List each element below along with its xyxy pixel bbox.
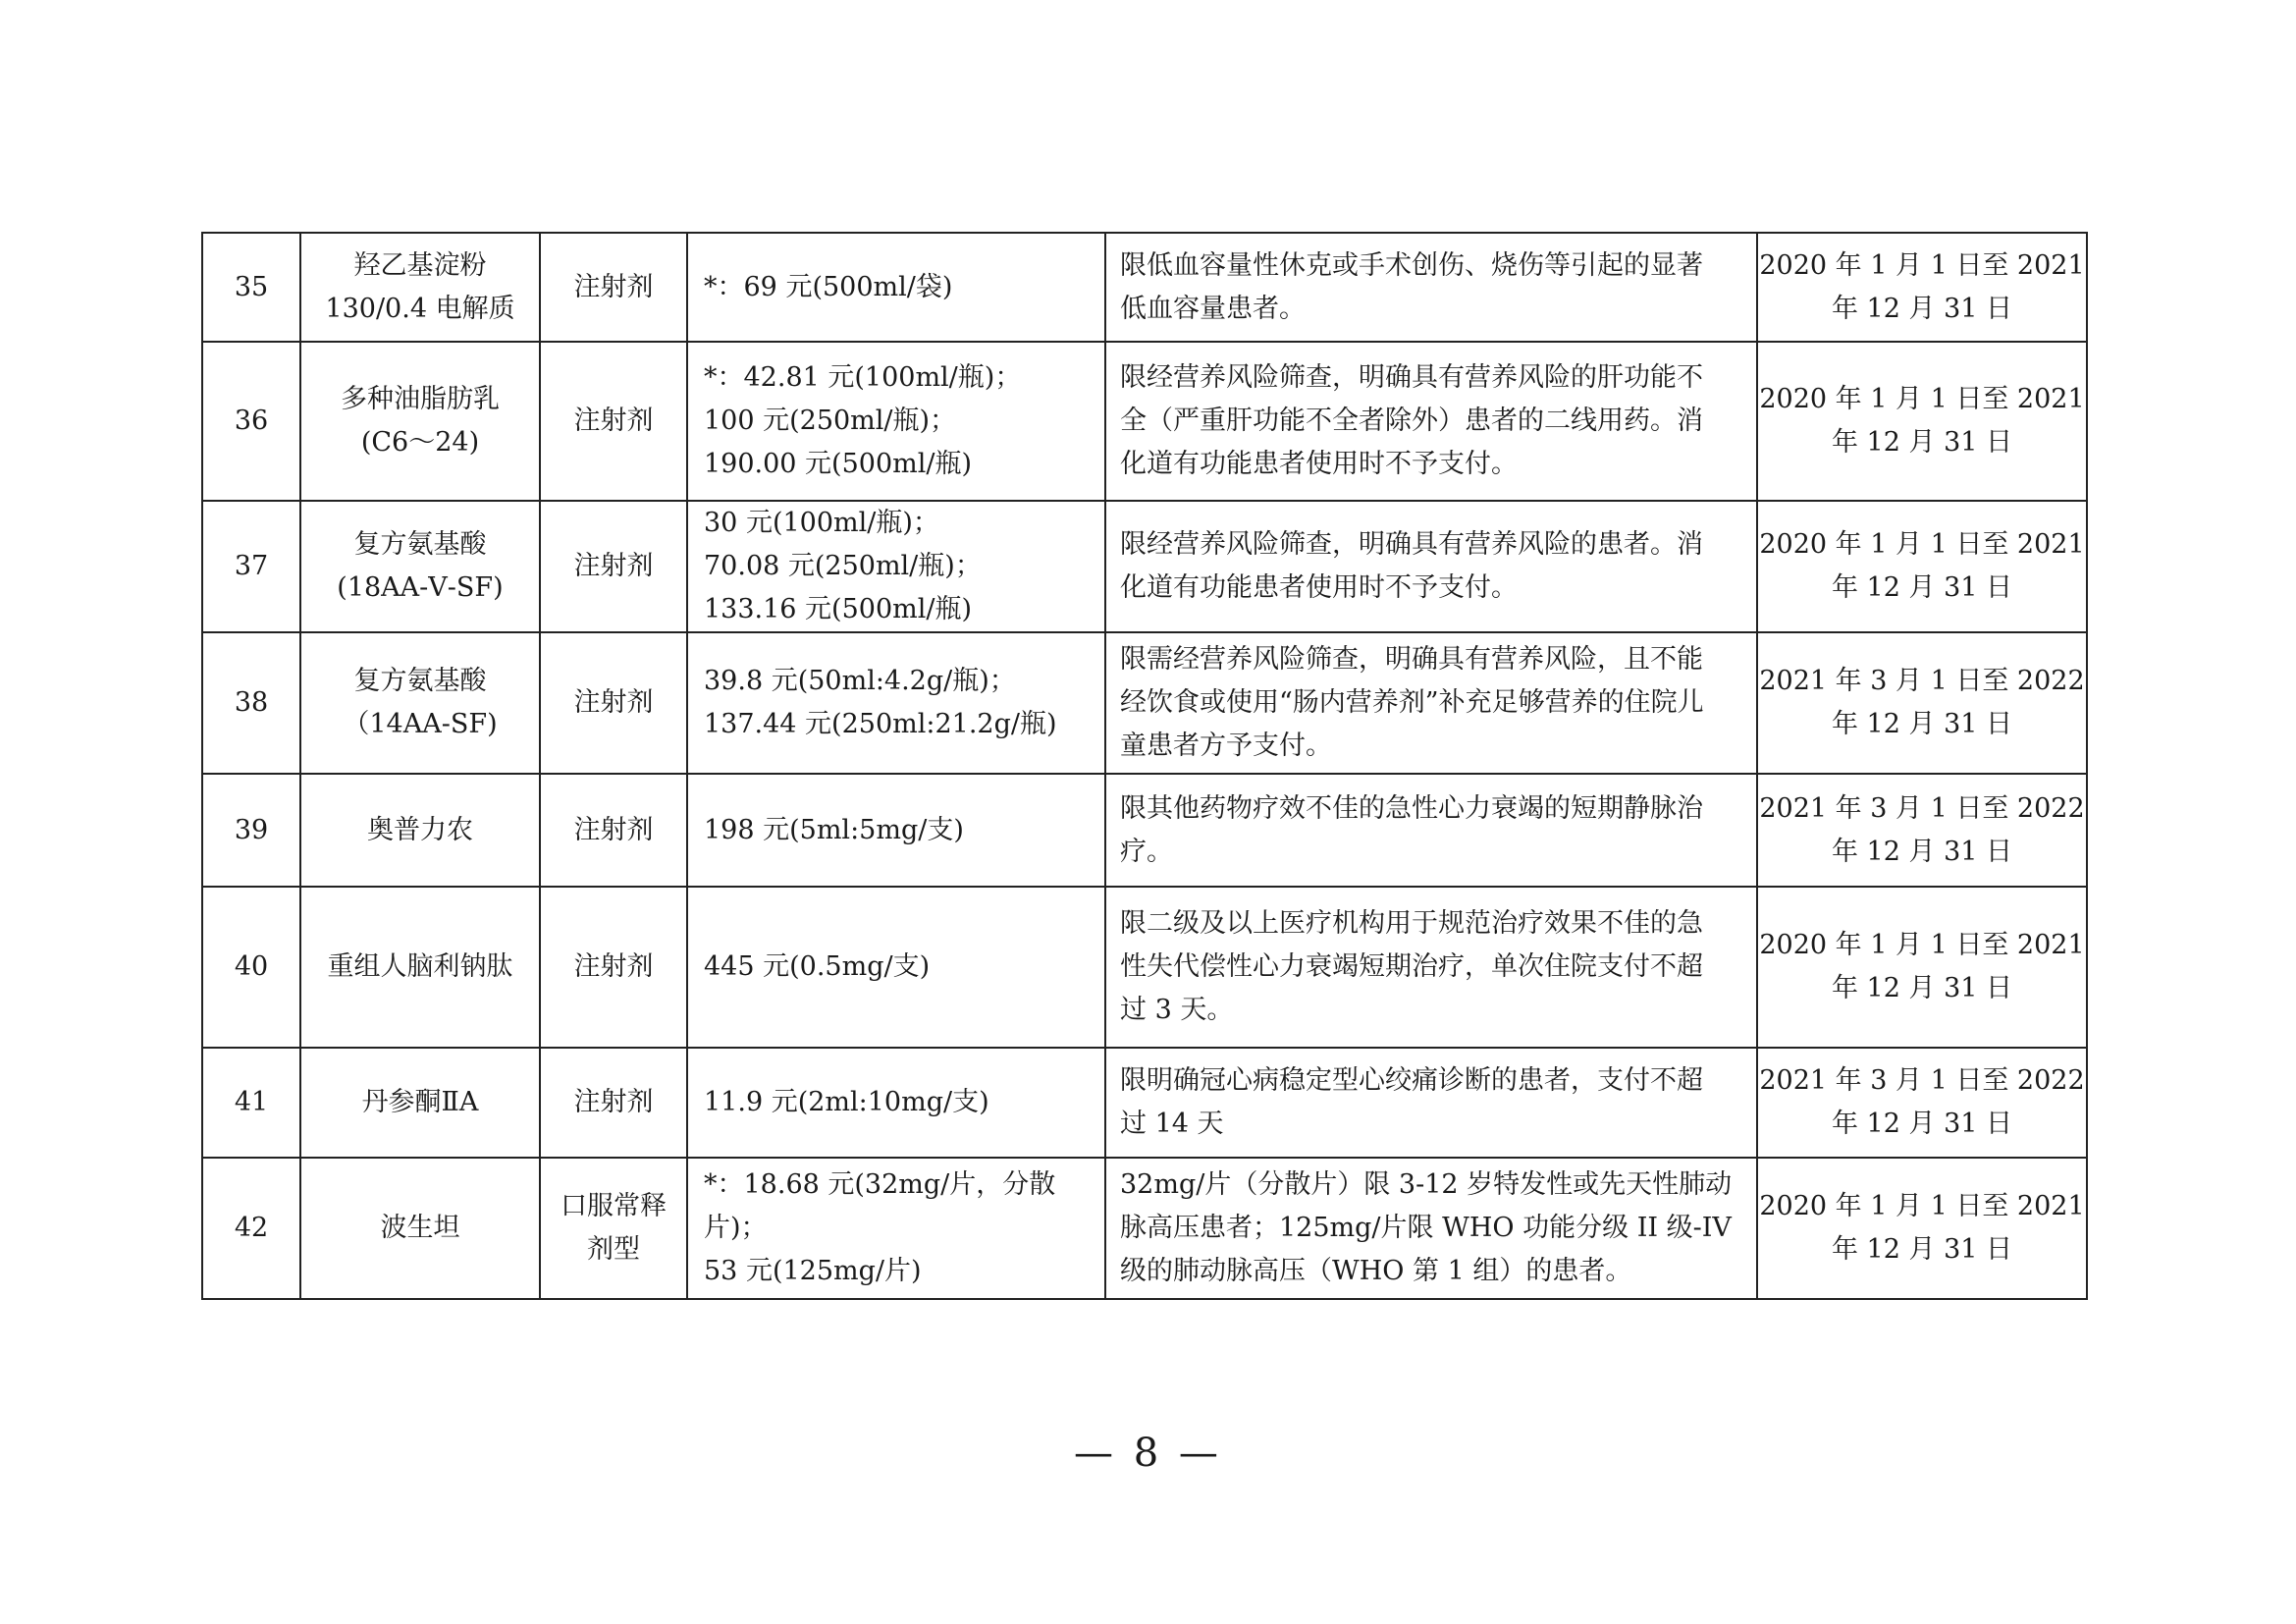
- price-spec: *：18.68 元(32mg/片，分散片)； 53 元(125mg/片): [687, 1158, 1105, 1299]
- payment-limit: 限其他药物疗效不佳的急性心力衰竭的短期静脉治 疗。: [1105, 774, 1757, 887]
- validity-period: 2021 年 3 月 1 日至 2022 年 12 月 31 日: [1757, 1048, 2087, 1158]
- table-row: [202, 233, 2087, 342]
- drug-name: 重组人脑利钠肽: [300, 887, 540, 1048]
- dosage-form: 口服常释 剂型: [540, 1158, 687, 1299]
- row-number: 41: [202, 1048, 300, 1158]
- drug-name: 羟乙基淀粉 130/0.4 电解质: [300, 233, 540, 342]
- dosage-form: 注射剂: [540, 774, 687, 887]
- payment-limit: 限低血容量性休克或手术创伤、烧伤等引起的显著 低血容量患者。: [1105, 233, 1757, 342]
- table-row: [202, 774, 2087, 887]
- payment-limit: 限二级及以上医疗机构用于规范治疗效果不佳的急 性失代偿性心力衰竭短期治疗，单次住院支付不超 过 3 天。: [1105, 887, 1757, 1048]
- drug-table: [201, 232, 2088, 1300]
- price-spec: 30 元(100ml/瓶)； 70.08 元(250ml/瓶)； 133.16 元(500ml/瓶): [687, 501, 1105, 632]
- row-number: 40: [202, 887, 300, 1048]
- table-row: [202, 1158, 2087, 1299]
- validity-period: 2020 年 1 月 1 日至 2021 年 12 月 31 日: [1757, 233, 2087, 342]
- validity-period: 2020 年 1 月 1 日至 2021 年 12 月 31 日: [1757, 1158, 2087, 1299]
- drug-name: 复方氨基酸 (18AA-Ⅴ-SF): [300, 501, 540, 632]
- drug-name: 波生坦: [300, 1158, 540, 1299]
- price-spec: *：69 元(500ml/袋): [687, 233, 1105, 342]
- payment-limit: 32mg/片（分散片）限 3-12 岁特发性或先天性肺动 脉高压患者；125mg/片限 WHO 功能分级 II 级-IV 级的肺动脉高压（WHO 第 1 组）的患者。: [1105, 1158, 1757, 1299]
- row-number: 39: [202, 774, 300, 887]
- validity-period: 2021 年 3 月 1 日至 2022 年 12 月 31 日: [1757, 632, 2087, 774]
- dosage-form: 注射剂: [540, 632, 687, 774]
- payment-limit: 限经营养风险筛查，明确具有营养风险的患者。消 化道有功能患者使用时不予支付。: [1105, 501, 1757, 632]
- table-row: [202, 501, 2087, 632]
- drug-name: 奥普力农: [300, 774, 540, 887]
- dosage-form: 注射剂: [540, 501, 687, 632]
- row-number: 38: [202, 632, 300, 774]
- price-spec: 39.8 元(50ml:4.2g/瓶)； 137.44 元(250ml:21.2g/瓶): [687, 632, 1105, 774]
- payment-limit: 限经营养风险筛查，明确具有营养风险的肝功能不 全（严重肝功能不全者除外）患者的二线用药。消 化道有功能患者使用时不予支付。: [1105, 342, 1757, 501]
- table-row: [202, 1048, 2087, 1158]
- payment-limit: 限需经营养风险筛查，明确具有营养风险，且不能 经饮食或使用“肠内营养剂”补充足够营养的住院儿 童患者方予支付。: [1105, 632, 1757, 774]
- row-number: 37: [202, 501, 300, 632]
- price-spec: 11.9 元(2ml:10mg/支): [687, 1048, 1105, 1158]
- dosage-form: 注射剂: [540, 1048, 687, 1158]
- validity-period: 2021 年 3 月 1 日至 2022 年 12 月 31 日: [1757, 774, 2087, 887]
- validity-period: 2020 年 1 月 1 日至 2021 年 12 月 31 日: [1757, 887, 2087, 1048]
- price-spec: *：42.81 元(100ml/瓶)； 100 元(250ml/瓶)； 190.00 元(500ml/瓶): [687, 342, 1105, 501]
- dosage-form: 注射剂: [540, 887, 687, 1048]
- table-row: [202, 632, 2087, 774]
- price-spec: 445 元(0.5mg/支): [687, 887, 1105, 1048]
- validity-period: 2020 年 1 月 1 日至 2021 年 12 月 31 日: [1757, 501, 2087, 632]
- payment-limit: 限明确冠心病稳定型心绞痛诊断的患者，支付不超 过 14 天: [1105, 1048, 1757, 1158]
- validity-period: 2020 年 1 月 1 日至 2021 年 12 月 31 日: [1757, 342, 2087, 501]
- table-row: [202, 342, 2087, 501]
- row-number: 35: [202, 233, 300, 342]
- dosage-form: 注射剂: [540, 233, 687, 342]
- drug-table-body: [202, 233, 2087, 1299]
- row-number: 36: [202, 342, 300, 501]
- row-number: 42: [202, 1158, 300, 1299]
- price-spec: 198 元(5ml:5mg/支): [687, 774, 1105, 887]
- dosage-form: 注射剂: [540, 342, 687, 501]
- drug-name: 多种油脂肪乳 (C6～24): [300, 342, 540, 501]
- table-row: [202, 887, 2087, 1048]
- drug-name: 丹参酮ⅡA: [300, 1048, 540, 1158]
- page-number: — 8 —: [1074, 1431, 1222, 1476]
- drug-name: 复方氨基酸 （14AA-SF): [300, 632, 540, 774]
